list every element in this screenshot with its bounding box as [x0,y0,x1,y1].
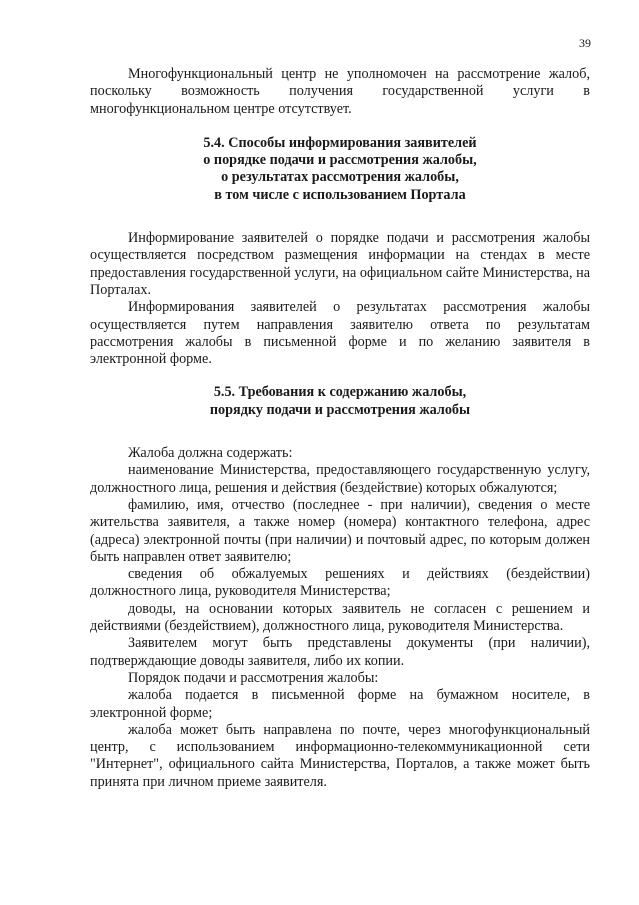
intro-paragraph: Многофункциональный центр не уполномочен на рассмотрение жалоб, поскольку возможность получения государственной услуги в многофункциональном центре отсутствует. [90,66,590,117]
section-5-5-paragraph: жалоба подается в письменной форме на бумажном носителе, в электронной форме; [90,687,590,721]
section-5-5-paragraph: Заявителем могут быть представлены документы (при наличии), подтверждающие доводы заявителя, либо их копии. [90,635,590,669]
section-5-5-heading [90,384,590,419]
section-5-4-paragraph: Информирования заявителей о результатах рассмотрения жалобы осуществляется путем направления заявителю ответа по результатам рассмотрения жалобы в письменной форме и по желанию заявителя в электронной форме. [90,299,590,368]
section-5-5-paragraph: Жалоба должна содержать: [128,445,293,462]
page-number: 39 [579,36,591,50]
section-5-5-paragraph: сведения об обжалуемых решениях и действиях (бездействии) должностного лица, руководителя Министерства; [90,566,590,600]
section-5-4-heading [90,135,590,204]
document-body [90,66,590,791]
section-5-5-paragraph: наименование Министерства, предоставляющего государственную услугу, должностного лица, решения и действия (бездействие) которых обжалуются; [90,462,590,496]
section-5-5-paragraph: доводы, на основании которых заявитель не согласен с решением и действиями (бездействием), должностного лица, руководителя Министерства. [90,600,590,635]
section-5-5-paragraph: Порядок подачи и рассмотрения жалобы: [128,669,379,686]
section-5-5-paragraph: фамилию, имя, отчество (последнее - при наличии), сведения о месте жительства заявителя, а также номер (номера) контактного телефона, адрес (адреса) электронной почты (при наличии) и почтовый адрес, по которым должен быть направлен ответ заявителю; [90,496,590,565]
heading-line: 5.4. Способы информирования заявителей [203,134,477,151]
section-5-5-paragraph: жалоба может быть направлена по почте, через многофункциональный центр, с использованием информационно-телекоммуникационной сети "Интернет", официального сайта Министерства, Порталов, а также может быть принята при личном приеме заявителя. [90,721,590,790]
heading-line: в том числе с использованием Портала [214,186,466,203]
section-5-4-paragraph: Информирование заявителей о порядке подачи и рассмотрения жалобы осуществляется посредством размещения информации на стендах в месте предоставления государственной услуги, на официальном сайте Министерства, на Порталах. [90,230,590,298]
heading-line: о порядке подачи и рассмотрения жалобы, [203,152,477,169]
heading-line: 5.5. Требования к содержанию жалобы, [213,384,467,401]
heading-line: порядку подачи и рассмотрения жалобы [209,401,471,418]
heading-line: о результатах рассмотрения жалобы, [221,169,459,186]
